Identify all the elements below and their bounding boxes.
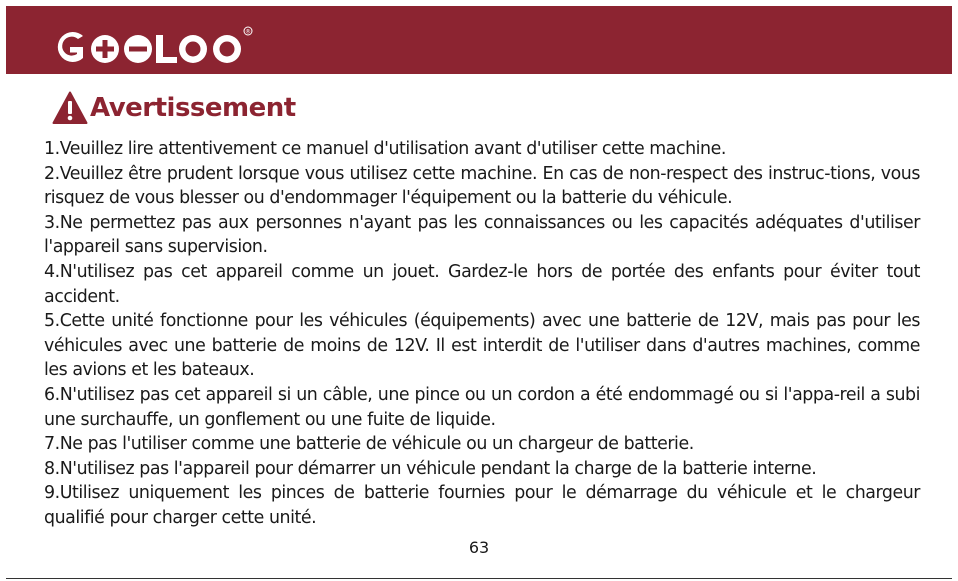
page-number: 63 xyxy=(468,538,490,557)
warning-item-8: 8.N'utilisez pas l'appareil pour démarrer un véhicule pendant la charge de la batterie interne. xyxy=(44,458,817,479)
warning-triangle-icon xyxy=(52,91,88,125)
brand-logo xyxy=(50,26,254,68)
footer-rule xyxy=(6,578,952,579)
gooloo-logo-icon xyxy=(50,26,254,68)
warning-item-2: 2.Veuillez être prudent lorsque vous utilisez cette machine. En cas de non-respect des instruc-tions, vous risquez de vous blesser ou d'endommager l'équipement ou la batterie du véhicule. xyxy=(44,163,920,209)
section-title: Avertissement xyxy=(90,93,296,123)
warning-item-3: 3.Ne permettez pas aux personnes n'ayant pas les connaissances ou les capacités adéquates d'utiliser l'appareil sans supervision. xyxy=(44,212,920,258)
registered-mark: ® xyxy=(245,28,251,36)
warning-item-1: 1.Veuillez lire attentivement ce manuel d'utilisation avant d'utiliser cette machine. xyxy=(44,139,726,159)
warning-item-6: 6.N'utilisez pas cet appareil si un câble, une pince ou un cordon a été endommagé ou si l'appa-reil a subi une surchauffe, un gonflement ou une fuite de liquide. xyxy=(44,384,920,430)
header-bar xyxy=(6,6,952,74)
section-heading xyxy=(52,88,296,128)
warning-item-7: 7.Ne pas l'utiliser comme une batterie de véhicule ou un chargeur de batterie. xyxy=(44,434,694,455)
warning-item-5: 5.Cette unité fonctionne pour les véhicules (équipements) avec une batterie de 12V, mais pas pour les véhicules avec une batterie de moins de 12V. Il est interdit de l'utiliser dans d'autres machines, comme les avions et les bateaux. xyxy=(44,311,920,381)
warning-item-4: 4.N'utilisez pas cet appareil comme un jouet. Gardez-le hors de portée des enfants pour éviter tout accident. xyxy=(44,261,920,307)
warning-list xyxy=(44,137,920,531)
warning-item-9: 9.Utilisez uniquement les pinces de batterie fournies pour le démarrage du véhicule et le chargeur qualifié pour charger cette unité. xyxy=(44,483,920,528)
